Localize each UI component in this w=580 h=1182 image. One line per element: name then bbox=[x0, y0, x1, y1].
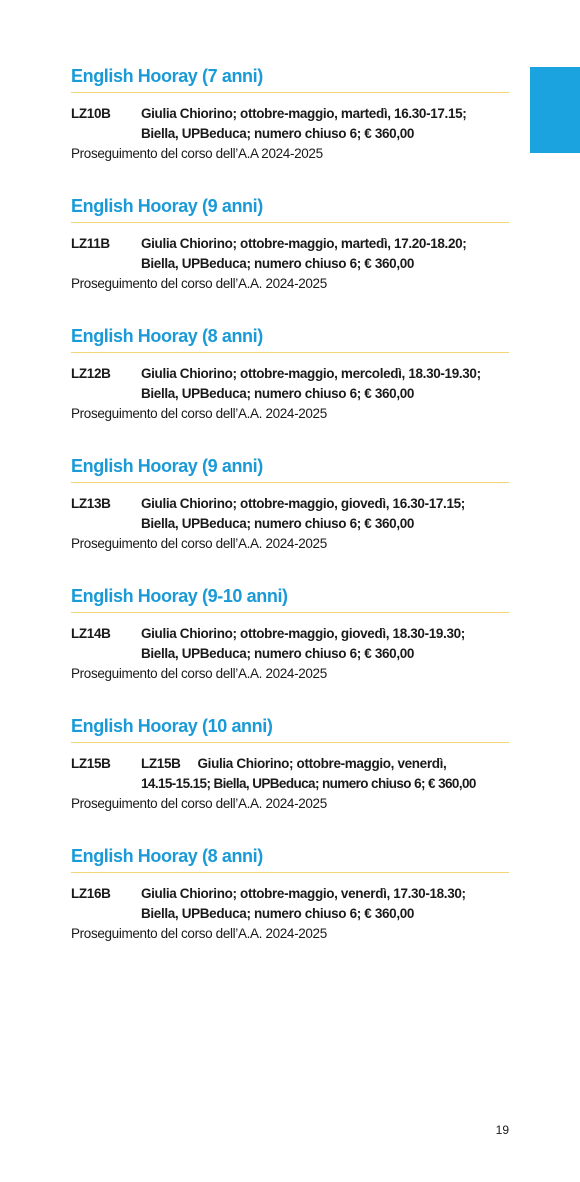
course-details bbox=[141, 884, 509, 924]
course-row bbox=[71, 104, 509, 144]
course-entry bbox=[71, 194, 509, 324]
course-note: Proseguimento del corso dell’A.A. 2024-2025 bbox=[71, 406, 327, 421]
course-code: LZ16B bbox=[71, 886, 111, 901]
course-row bbox=[71, 234, 509, 274]
course-details-line2: Biella, UPBeduca; numero chiuso 6; € 360,00 bbox=[141, 646, 415, 661]
course-note: Proseguimento del corso dell’A.A. 2024-2025 bbox=[71, 926, 327, 941]
course-title: English Hooray (9 anni) bbox=[71, 194, 509, 223]
course-details-line2: Biella, UPBeduca; numero chiuso 6; € 360,00 bbox=[141, 386, 415, 401]
course-row bbox=[71, 624, 509, 664]
course-title: English Hooray (9 anni) bbox=[71, 454, 509, 483]
course-title: English Hooray (9-10 anni) bbox=[71, 584, 509, 613]
course-note: Proseguimento del corso dell’A.A. 2024-2025 bbox=[71, 796, 327, 811]
course-details-line2: 14.15-15.15; Biella, UPBeduca; numero chiuso 6; € 360,00 bbox=[141, 776, 476, 791]
course-details-line1: LZ15B Giulia Chiorino; ottobre-maggio, venerdì, bbox=[141, 756, 447, 771]
course-note: Proseguimento del corso dell’A.A. 2024-2025 bbox=[71, 666, 327, 681]
course-code: LZ10B bbox=[71, 106, 111, 121]
course-entry bbox=[71, 714, 509, 844]
course-details-line2: Biella, UPBeduca; numero chiuso 6; € 360,00 bbox=[141, 906, 415, 921]
course-code: LZ15B bbox=[71, 756, 111, 771]
course-entry bbox=[71, 454, 509, 584]
course-details bbox=[141, 104, 509, 144]
course-details-line1: Giulia Chiorino; ottobre-maggio, giovedì, 18.30-19.30; bbox=[141, 626, 465, 641]
course-code: LZ13B bbox=[71, 496, 111, 511]
course-details-line1: Giulia Chiorino; ottobre-maggio, venerdì, 17.30-18.30; bbox=[141, 886, 466, 901]
course-note: Proseguimento del corso dell’A.A. 2024-2025 bbox=[71, 536, 327, 551]
course-details-line2: Biella, UPBeduca; numero chiuso 6; € 360,00 bbox=[141, 126, 415, 141]
course-note: Proseguimento del corso dell’A.A. 2024-2025 bbox=[71, 276, 327, 291]
course-details bbox=[141, 624, 509, 664]
course-row bbox=[71, 364, 509, 404]
course-note: Proseguimento del corso dell’A.A 2024-2025 bbox=[71, 146, 323, 161]
course-code: LZ14B bbox=[71, 626, 111, 641]
section-tab-marker bbox=[530, 67, 580, 153]
course-details-line2: Biella, UPBeduca; numero chiuso 6; € 360,00 bbox=[141, 516, 415, 531]
course-details-line1: Giulia Chiorino; ottobre-maggio, giovedì, 16.30-17.15; bbox=[141, 496, 465, 511]
course-details bbox=[141, 494, 509, 534]
course-code: LZ11B bbox=[71, 236, 110, 251]
course-details-line2: Biella, UPBeduca; numero chiuso 6; € 360,00 bbox=[141, 256, 415, 271]
page-number: 19 bbox=[495, 1123, 509, 1137]
course-title: English Hooray (8 anni) bbox=[71, 844, 509, 873]
course-code: LZ12B bbox=[71, 366, 111, 381]
course-entry bbox=[71, 844, 509, 974]
course-row bbox=[71, 884, 509, 924]
course-title: English Hooray (8 anni) bbox=[71, 324, 509, 353]
course-entry bbox=[71, 584, 509, 714]
course-entry bbox=[71, 324, 509, 454]
course-details bbox=[141, 364, 509, 404]
course-details bbox=[141, 234, 509, 274]
course-details bbox=[141, 754, 509, 794]
course-title: English Hooray (7 anni) bbox=[71, 64, 509, 93]
course-entry bbox=[71, 64, 509, 194]
course-list bbox=[71, 64, 509, 974]
course-details-line1: Giulia Chiorino; ottobre-maggio, mercoledì, 18.30-19.30; bbox=[141, 366, 481, 381]
course-details-line1: Giulia Chiorino; ottobre-maggio, martedì, 16.30-17.15; bbox=[141, 106, 467, 121]
course-row bbox=[71, 754, 509, 794]
course-details-line1: Giulia Chiorino; ottobre-maggio, martedì, 17.20-18.20; bbox=[141, 236, 467, 251]
course-row bbox=[71, 494, 509, 534]
course-title: English Hooray (10 anni) bbox=[71, 714, 509, 743]
